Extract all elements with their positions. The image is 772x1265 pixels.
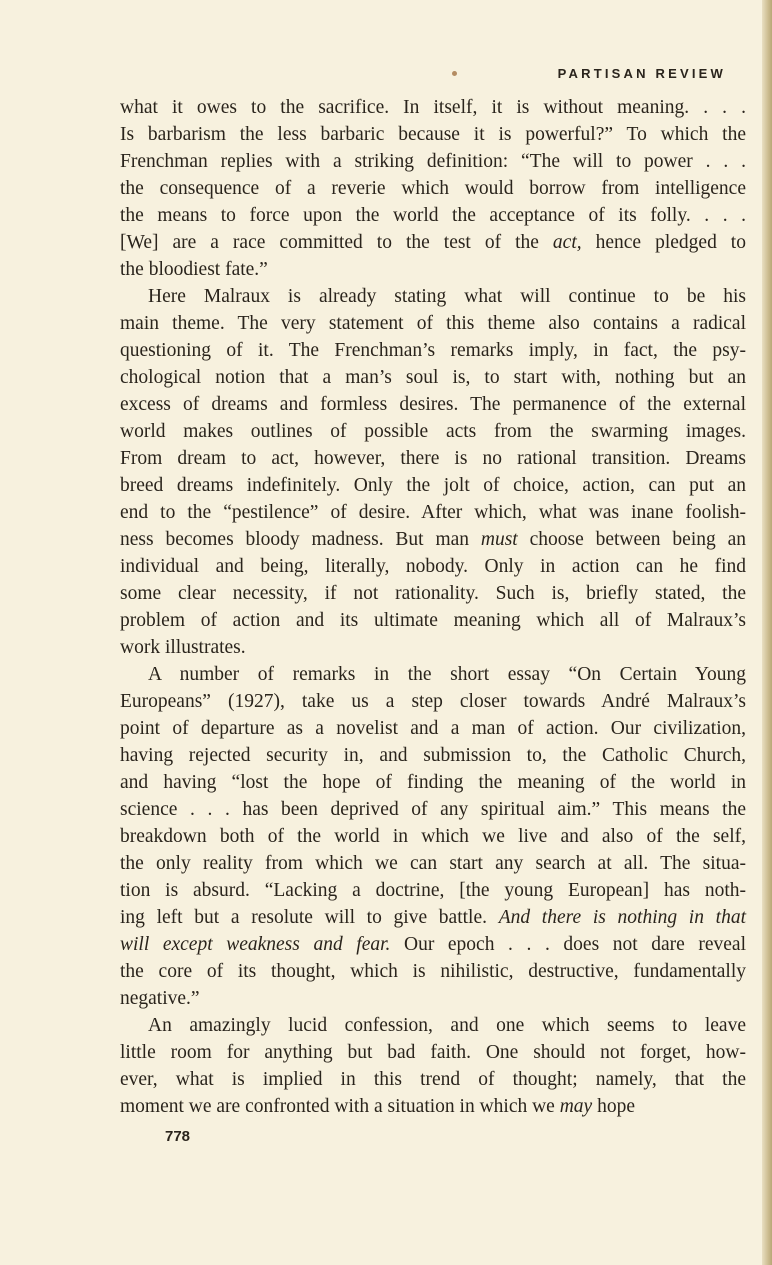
text-run: end to the “pestilence” of desire. After which, what was inane foolish- bbox=[120, 502, 746, 523]
text-line bbox=[120, 958, 746, 985]
text-line bbox=[120, 445, 746, 472]
text-run: Is barbarism the less barbaric because it is powerful?” To which the bbox=[120, 124, 746, 145]
text-line bbox=[120, 175, 746, 202]
text-run: hope bbox=[592, 1096, 635, 1117]
text-run: point of departure as a novelist and a man of action. Our civilization, bbox=[120, 718, 746, 739]
text-line bbox=[120, 580, 746, 607]
text-run: ing left but a resolute will to give battle. bbox=[120, 907, 499, 928]
text-line bbox=[120, 688, 746, 715]
text-line bbox=[120, 607, 746, 634]
text-line bbox=[120, 796, 746, 823]
text-run: the only reality from which we can start any search at all. The situa- bbox=[120, 853, 746, 874]
text-line bbox=[120, 229, 746, 256]
text-line bbox=[120, 202, 746, 229]
text-run: questioning of it. The Frenchman’s remarks imply, in fact, the psy- bbox=[120, 340, 746, 361]
text-line bbox=[120, 715, 746, 742]
text-run: the consequence of a reverie which would borrow from intelligence bbox=[120, 178, 746, 199]
text-run: problem of action and its ultimate meaning which all of Malraux’s bbox=[120, 610, 746, 631]
text-run: hence pledged to bbox=[581, 232, 746, 253]
text-run: the means to force upon the world the acceptance of its folly. . . . bbox=[120, 205, 746, 226]
text-run: science . . . has been deprived of any spiritual aim.” This means the bbox=[120, 799, 746, 820]
text-line bbox=[120, 1012, 746, 1039]
text-run: Our epoch . . . does not dare reveal bbox=[390, 934, 746, 955]
text-run: individual and being, literally, nobody. Only in action can he find bbox=[120, 556, 746, 577]
text-run: some clear necessity, if not rationality. Such is, briefly stated, the bbox=[120, 583, 746, 604]
text-line bbox=[120, 877, 746, 904]
paragraph bbox=[120, 283, 746, 661]
text-line bbox=[120, 94, 746, 121]
text-line bbox=[120, 472, 746, 499]
paragraph bbox=[120, 661, 746, 1012]
text-run: the core of its thought, which is nihilistic, destructive, fundamentally bbox=[120, 961, 746, 982]
text-line bbox=[120, 121, 746, 148]
text-run: little room for anything but bad faith. One should not forget, how- bbox=[120, 1042, 746, 1063]
text-line bbox=[120, 364, 746, 391]
text-run: main theme. The very statement of this theme also contains a radical bbox=[120, 313, 746, 334]
text-run: moment we are confronted with a situation in which we bbox=[120, 1096, 560, 1117]
text-line bbox=[120, 499, 746, 526]
italic-text: must bbox=[480, 529, 518, 550]
running-header: PARTISAN REVIEW bbox=[557, 66, 726, 81]
text-line bbox=[120, 742, 746, 769]
text-run: From dream to act, however, there is no rational transition. Dreams bbox=[120, 448, 746, 469]
text-run: Frenchman replies with a striking definition: “The will to power . . . bbox=[120, 151, 746, 172]
text-line bbox=[120, 985, 746, 1012]
text-run: and having “lost the hope of finding the meaning of the world in bbox=[120, 772, 746, 793]
italic-text: And there is nothing in that bbox=[498, 907, 746, 928]
ink-spot bbox=[452, 71, 457, 76]
text-line bbox=[120, 391, 746, 418]
text-line bbox=[120, 283, 746, 310]
text-line bbox=[120, 1093, 746, 1120]
text-run: what it owes to the sacrifice. In itself, it is without meaning. . . . bbox=[120, 97, 746, 118]
text-run: the bloodiest fate.” bbox=[120, 259, 268, 280]
paragraph bbox=[120, 1012, 746, 1120]
text-line bbox=[120, 553, 746, 580]
text-run: Europeans” (1927), take us a step closer towards André Malraux’s bbox=[120, 691, 746, 712]
text-run: world makes outlines of possible acts from the swarming images. bbox=[120, 421, 746, 442]
text-line bbox=[120, 634, 746, 661]
text-line bbox=[120, 1066, 746, 1093]
text-run: negative.” bbox=[120, 988, 200, 1009]
italic-text: may bbox=[559, 1096, 593, 1117]
paragraph bbox=[120, 94, 746, 283]
text-run: breed dreams indefinitely. Only the jolt of choice, action, can put an bbox=[120, 475, 746, 496]
italic-text: will except weakness and fear. bbox=[120, 934, 391, 955]
text-run: chological notion that a man’s soul is, to start with, nothing but an bbox=[120, 367, 746, 388]
page-number: 778 bbox=[165, 1128, 191, 1145]
text-line bbox=[120, 1039, 746, 1066]
text-line bbox=[120, 931, 746, 958]
text-line bbox=[120, 823, 746, 850]
text-line bbox=[120, 148, 746, 175]
text-line bbox=[120, 310, 746, 337]
text-line bbox=[120, 337, 746, 364]
text-line bbox=[120, 769, 746, 796]
text-line bbox=[120, 850, 746, 877]
text-run: choose between being an bbox=[517, 529, 747, 550]
text-run: [We] are a race committed to the test of the bbox=[120, 232, 553, 253]
text-line bbox=[120, 904, 746, 931]
text-run: excess of dreams and formless desires. The permanence of the external bbox=[120, 394, 746, 415]
text-line bbox=[120, 256, 746, 283]
text-run: work illustrates. bbox=[120, 637, 246, 658]
text-run: ness becomes bloody madness. But man bbox=[120, 529, 481, 550]
text-run: An amazingly lucid confession, and one which seems to leave bbox=[148, 1015, 746, 1036]
text-run: A number of remarks in the short essay “On Certain Young bbox=[148, 664, 746, 685]
text-line bbox=[120, 526, 746, 553]
text-run: ever, what is implied in this trend of thought; namely, that the bbox=[120, 1069, 746, 1090]
page-edge-shadow bbox=[762, 0, 772, 1265]
text-run: breakdown both of the world in which we live and also of the self, bbox=[120, 826, 746, 847]
text-run: having rejected security in, and submission to, the Catholic Church, bbox=[120, 745, 746, 766]
text-line bbox=[120, 418, 746, 445]
text-run: Here Malraux is already stating what will continue to be his bbox=[148, 286, 746, 307]
text-run: tion is absurd. “Lacking a doctrine, [the young European] has noth- bbox=[120, 880, 746, 901]
article-body bbox=[120, 94, 746, 1120]
italic-text: act, bbox=[552, 232, 582, 253]
text-line bbox=[120, 661, 746, 688]
